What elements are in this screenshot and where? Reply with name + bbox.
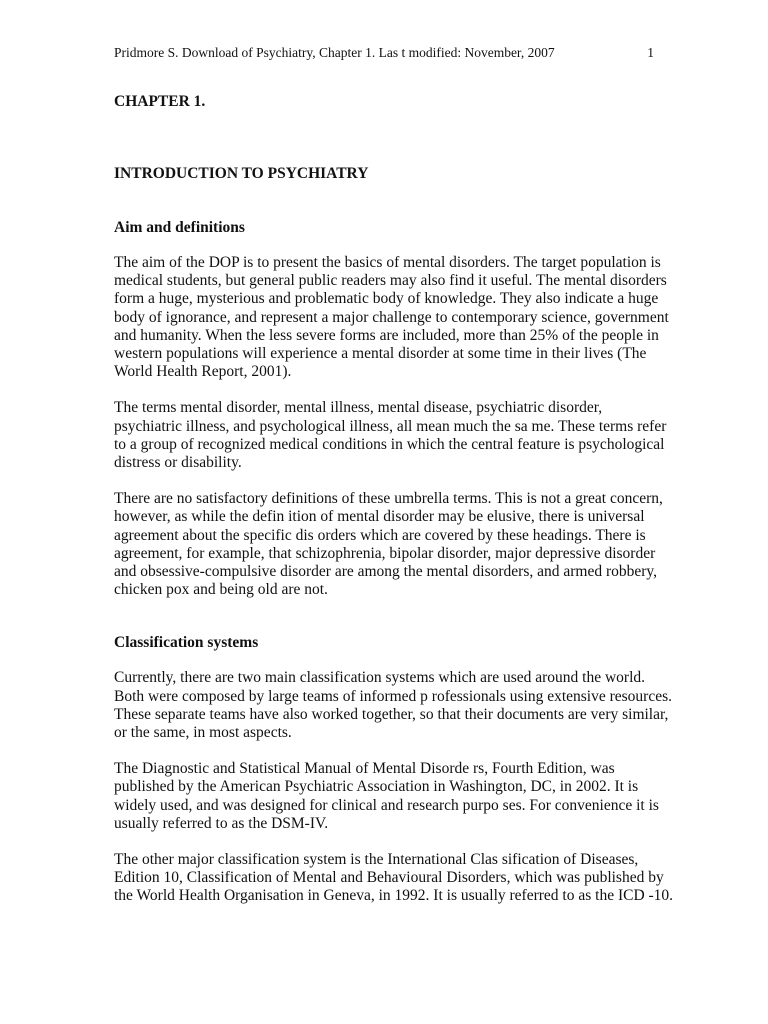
section-heading-classification-systems: Classification systems — [114, 634, 259, 652]
text-line: however, as while the defin ition of mental disorder may be elusive, there is universal — [114, 508, 645, 526]
paragraph — [114, 760, 659, 833]
paragraph — [114, 851, 674, 906]
section-heading-aim-and-definitions: Aim and definitions — [114, 219, 245, 236]
text-line: and obsessive-compulsive disorder are among the mental disorders, and armed robbery, — [114, 563, 658, 581]
running-header — [114, 44, 654, 62]
paragraph — [114, 254, 669, 381]
text-line: agreement, for example, that schizophrenia, bipolar disorder, major depressive disorder — [114, 544, 656, 562]
text-line: western populations will experience a mental disorder at some time in their lives (The — [114, 345, 647, 363]
text-line: usually referred to as the DSM-IV. — [114, 814, 329, 832]
text-line: distress or disability. — [114, 454, 242, 472]
page-number: 1 — [647, 45, 654, 60]
text-line: body of ignorance, and represent a major challenge to contemporary science, government — [114, 308, 669, 326]
text-line: The other major classification system is the International Clas sification of Diseases, — [114, 851, 639, 869]
text-line: the World Health Organisation in Geneva, in 1992. It is usually referred to as the ICD -10. — [114, 887, 674, 905]
text-line: agreement about the specific dis orders which are covered by these headings. There is — [114, 526, 646, 544]
text-line: There are no satisfactory definitions of these umbrella terms. This is not a great concern, — [114, 490, 663, 508]
text-line: Edition 10, Classification of Mental and Behavioural Disorders, which was published by — [114, 869, 664, 887]
document-body — [114, 92, 674, 906]
paragraph — [114, 669, 672, 742]
text-line: The Diagnostic and Statistical Manual of Mental Disorde rs, Fourth Edition, was — [114, 760, 615, 778]
text-line: These separate teams have also worked together, so that their documents are very similar, — [114, 705, 669, 723]
chapter-label: CHAPTER 1. — [114, 93, 206, 110]
text-line: The aim of the DOP is to present the basics of mental disorders. The target population is — [114, 254, 661, 271]
chapter-title: INTRODUCTION TO PSYCHIATRY — [114, 165, 369, 182]
running-title: Pridmore S. Download of Psychiatry, Chapter 1. Las t modified: November, 2007 — [114, 45, 555, 60]
text-line: published by the American Psychiatric Association in Washington, DC, in 2002. It is — [114, 778, 639, 796]
text-line: Currently, there are two main classification systems which are used around the world. — [114, 669, 646, 687]
paragraph — [114, 490, 663, 599]
text-line: Both were composed by large teams of informed p rofessionals using extensive resources. — [114, 687, 672, 705]
paragraph — [114, 399, 667, 472]
text-line: World Health Report, 2001). — [114, 363, 292, 381]
text-line: chicken pox and being old are not. — [114, 581, 328, 599]
text-line: psychiatric illness, and psychological illness, all mean much the sa me. These terms refer — [114, 417, 667, 435]
text-line: or the same, in most aspects. — [114, 724, 292, 742]
text-line: The terms mental disorder, mental illness, mental disease, psychiatric disorder, — [114, 399, 603, 417]
text-line: medical students, but general public readers may also find it useful. The mental disorders — [114, 272, 667, 290]
text-line: widely used, and was designed for clinical and research purpo ses. For convenience it is — [114, 796, 659, 814]
text-line: and humanity. When the less severe forms are included, more than 25% of the people in — [114, 326, 659, 344]
text-line: form a huge, mysterious and problematic body of knowledge. They also indicate a huge — [114, 290, 659, 308]
text-line: to a group of recognized medical conditions in which the central feature is psychological — [114, 435, 665, 453]
